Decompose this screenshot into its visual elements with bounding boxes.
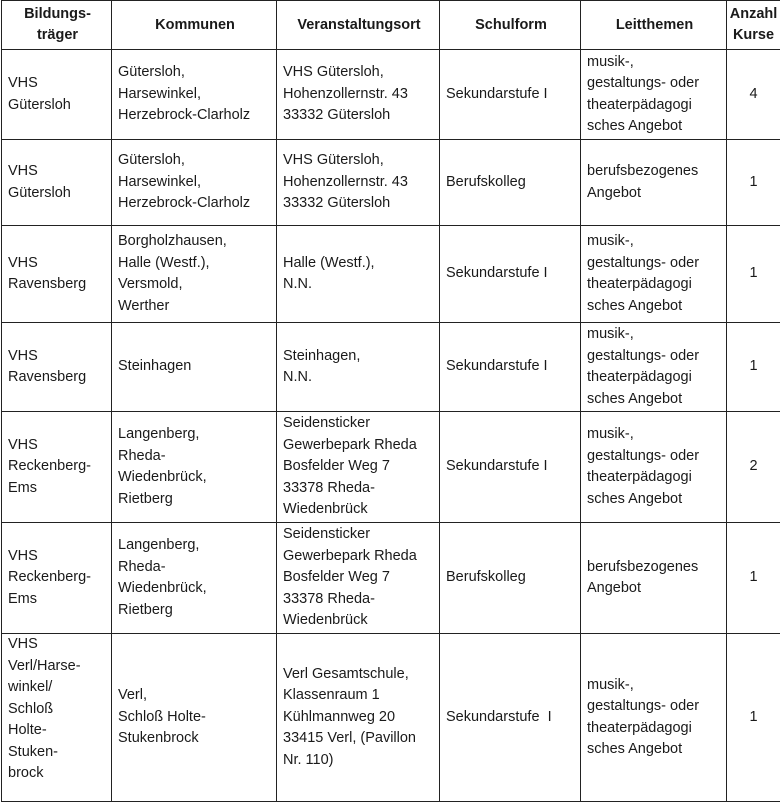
- table-row: [2, 226, 780, 323]
- cell-veranstaltungsort: VHS Gütersloh, Hohenzollernstr. 43 33332 Gütersloh: [277, 140, 440, 226]
- header-traeger: Bildungs- träger: [2, 1, 112, 50]
- cell-schulform: Sekundarstufe I: [440, 226, 581, 323]
- cell-traeger: VHS Verl/Harse- winkel/ Schloß Holte- Stuken- brock: [2, 634, 112, 802]
- cell-traeger: VHS Reckenberg- Ems: [2, 523, 112, 634]
- cell-schulform: Sekundarstufe I: [440, 323, 581, 412]
- cell-traeger: VHS Ravensberg: [2, 226, 112, 323]
- cell-leitthemen: musik-, gestaltungs- oder theaterpädagogi sches Angebot: [581, 50, 727, 140]
- cell-anzahl-kurse: 2: [727, 412, 780, 523]
- cell-veranstaltungsort: Verl Gesamtschule, Klassenraum 1 Kühlmannweg 20 33415 Verl, (Pavillon Nr. 110): [277, 634, 440, 802]
- cell-leitthemen: musik-, gestaltungs- oder theaterpädagogi sches Angebot: [581, 634, 727, 802]
- cell-anzahl-kurse: 1: [727, 634, 780, 802]
- cell-schulform: Berufskolleg: [440, 140, 581, 226]
- table-row: [2, 50, 780, 140]
- cell-traeger: VHS Ravensberg: [2, 323, 112, 412]
- cell-veranstaltungsort: Halle (Westf.), N.N.: [277, 226, 440, 323]
- header-leitthemen: Leitthemen: [581, 1, 727, 50]
- cell-schulform: Sekundarstufe I: [440, 412, 581, 523]
- header-veranstaltungsort: Veranstaltungsort: [277, 1, 440, 50]
- cell-leitthemen: berufsbezogenes Angebot: [581, 523, 727, 634]
- cell-anzahl-kurse: 1: [727, 323, 780, 412]
- cell-kommunen: Gütersloh, Harsewinkel, Herzebrock-Clarholz: [112, 50, 277, 140]
- cell-leitthemen: musik-, gestaltungs- oder theaterpädagogi sches Angebot: [581, 226, 727, 323]
- cell-kommunen: Borgholzhausen, Halle (Westf.), Versmold, Werther: [112, 226, 277, 323]
- cell-schulform: Berufskolleg: [440, 523, 581, 634]
- cell-traeger: VHS Gütersloh: [2, 140, 112, 226]
- cell-schulform: Sekundarstufe I: [440, 634, 581, 802]
- table-row: [2, 634, 780, 802]
- cell-kommunen: Steinhagen: [112, 323, 277, 412]
- cell-schulform: Sekundarstufe I: [440, 50, 581, 140]
- cell-anzahl-kurse: 4: [727, 50, 780, 140]
- table-row: [2, 140, 780, 226]
- header-schulform: Schulform: [440, 1, 581, 50]
- cell-anzahl-kurse: 1: [727, 523, 780, 634]
- courses-table: [1, 0, 780, 802]
- header-kommunen: Kommunen: [112, 1, 277, 50]
- header-row: [2, 1, 780, 50]
- cell-leitthemen: musik-, gestaltungs- oder theaterpädagogi sches Angebot: [581, 323, 727, 412]
- cell-anzahl-kurse: 1: [727, 140, 780, 226]
- cell-kommunen: Langenberg, Rheda- Wiedenbrück, Rietberg: [112, 523, 277, 634]
- cell-traeger: VHS Reckenberg- Ems: [2, 412, 112, 523]
- cell-kommunen: Langenberg, Rheda- Wiedenbrück, Rietberg: [112, 412, 277, 523]
- cell-kommunen: Gütersloh, Harsewinkel, Herzebrock-Clarholz: [112, 140, 277, 226]
- cell-kommunen: Verl, Schloß Holte- Stukenbrock: [112, 634, 277, 802]
- cell-traeger: VHS Gütersloh: [2, 50, 112, 140]
- table-row: [2, 412, 780, 523]
- cell-veranstaltungsort: VHS Gütersloh, Hohenzollernstr. 43 33332 Gütersloh: [277, 50, 440, 140]
- cell-veranstaltungsort: Steinhagen, N.N.: [277, 323, 440, 412]
- table-row: [2, 523, 780, 634]
- header-anzahl-kurse: Anzahl Kurse: [727, 1, 780, 50]
- cell-leitthemen: berufsbezogenes Angebot: [581, 140, 727, 226]
- cell-veranstaltungsort: Seidensticker Gewerbepark Rheda Bosfelder Weg 7 33378 Rheda- Wiedenbrück: [277, 523, 440, 634]
- cell-veranstaltungsort: Seidensticker Gewerbepark Rheda Bosfelder Weg 7 33378 Rheda- Wiedenbrück: [277, 412, 440, 523]
- cell-anzahl-kurse: 1: [727, 226, 780, 323]
- cell-leitthemen: musik-, gestaltungs- oder theaterpädagogi sches Angebot: [581, 412, 727, 523]
- table-row: [2, 323, 780, 412]
